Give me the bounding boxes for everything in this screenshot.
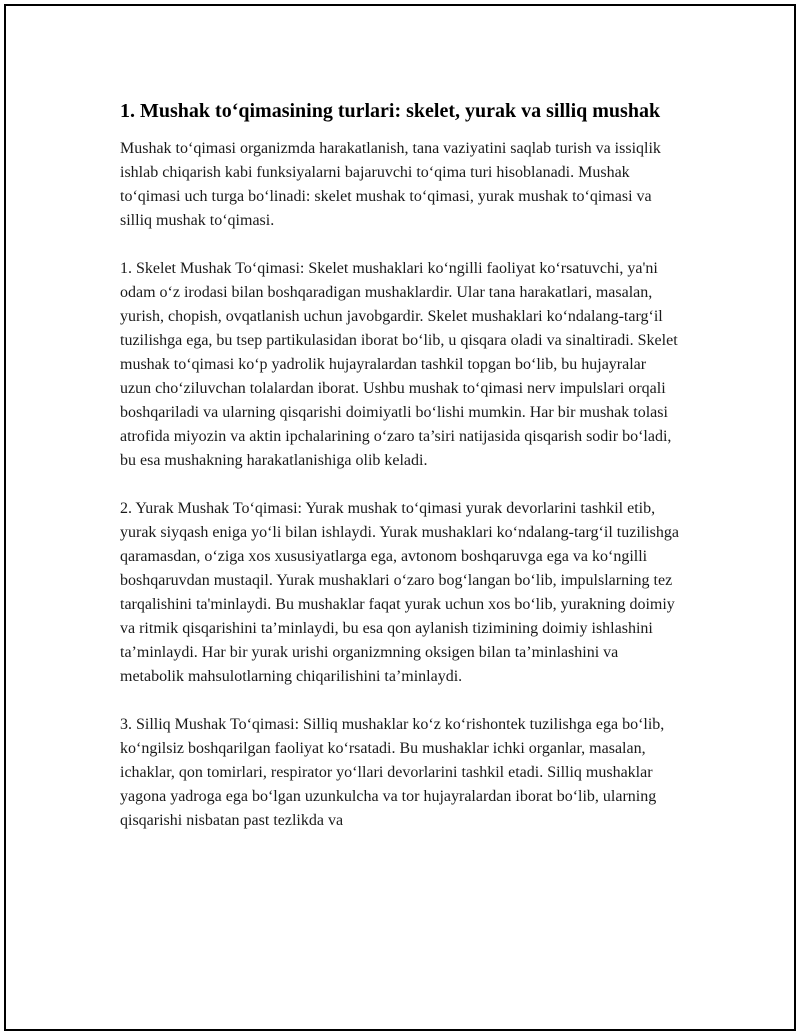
document-body bbox=[120, 98, 680, 857]
page-frame bbox=[4, 4, 796, 1031]
smooth-muscle-paragraph: 3. Silliq Mushak To‘qimasi: Silliq mushaklar ko‘z ko‘rishontek tuzilishga ega bo‘lib, ko‘ngilsiz boshqarilgan faoliyat ko‘rsatadi. Bu mushaklar ichki organlar, masalan, ichaklar, qon tomirlari, respirator yo‘llari devorlarini tashkil etadi. Silliq mushaklar yagona yadroga ega bo‘lgan uzunkulcha va tor hujayralardan iborat bo‘lib, ularning qisqarishi nisbatan past tezlikda va bbox=[120, 716, 665, 829]
skeletal-muscle-paragraph: 1. Skelet Mushak To‘qimasi: Skelet mushaklari ko‘ngilli faoliyat ko‘rsatuvchi, ya'ni odam o‘z irodasi bilan boshqaradigan mushaklardir. Ular tana harakatlari, masalan, yurish, chopish, ovqatlanish uchun javobgardir. Skelet mushaklari ko‘ndalang-targ‘il tuzilishga ega, bu tsep partikulasidan iborat bo‘lib, u qisqara oladi va sinaltiradi. Skelet mushak to‘qimasi ko‘p yadrolik hujayralardan tashkil topgan bo‘lib, bu hujayralar uzun cho‘ziluvchan tolalardan iborat. Ushbu mushak to‘qimasi nerv impulslari orqali boshqariladi va ularning qisqarishi doimiyatli bo‘lishi mumkin. Har bir mushak tolasi atrofida miyozin va aktin ipchalarining o‘zaro ta’siri natijasida qisqarish sodir bo‘ladi, bu esa mushakning harakatlanishiga olib keladi. bbox=[120, 260, 678, 469]
section-title: 1. Mushak to‘qimasining turlari: skelet, yurak va silliq mushak bbox=[120, 100, 661, 122]
intro-paragraph: Mushak to‘qimasi organizmda harakatlanish, tana vaziyatini saqlab turish va issiqlik ishlab chiqarish kabi funksiyalarni bajaruvchi to‘qima turi hisoblanadi. Mushak to‘qimasi uch turga bo‘linadi: skelet mushak to‘qimasi, yurak mushak to‘qimasi va silliq mushak to‘qimasi. bbox=[120, 140, 661, 229]
cardiac-muscle-paragraph: 2. Yurak Mushak To‘qimasi: Yurak mushak to‘qimasi yurak devorlarini tashkil etib, yurak siyqash eniga yo‘li bilan ishlaydi. Yurak mushaklari ko‘ndalang-targ‘il tuzilishga qaramasdan, o‘ziga xos xususiyatlarga ega, avtonom boshqaruvga ega va ko‘ngilli boshqaruvdan mustaqil. Yurak mushaklari o‘zaro bog‘langan bo‘lib, impulslarning tez tarqalishini ta'minlaydi. Bu mushaklar faqat yurak uchun xos bo‘lib, yurakning doimiy va ritmik qisqarishini ta’minlaydi, bu esa qon aylanish tizimining doimiy ishlashini ta’minlaydi. Har bir yurak urishi organizmning oksigen bilan ta’minlashini va metabolik mahsulotlarning chiqarilishini ta’minlaydi. bbox=[120, 500, 679, 685]
